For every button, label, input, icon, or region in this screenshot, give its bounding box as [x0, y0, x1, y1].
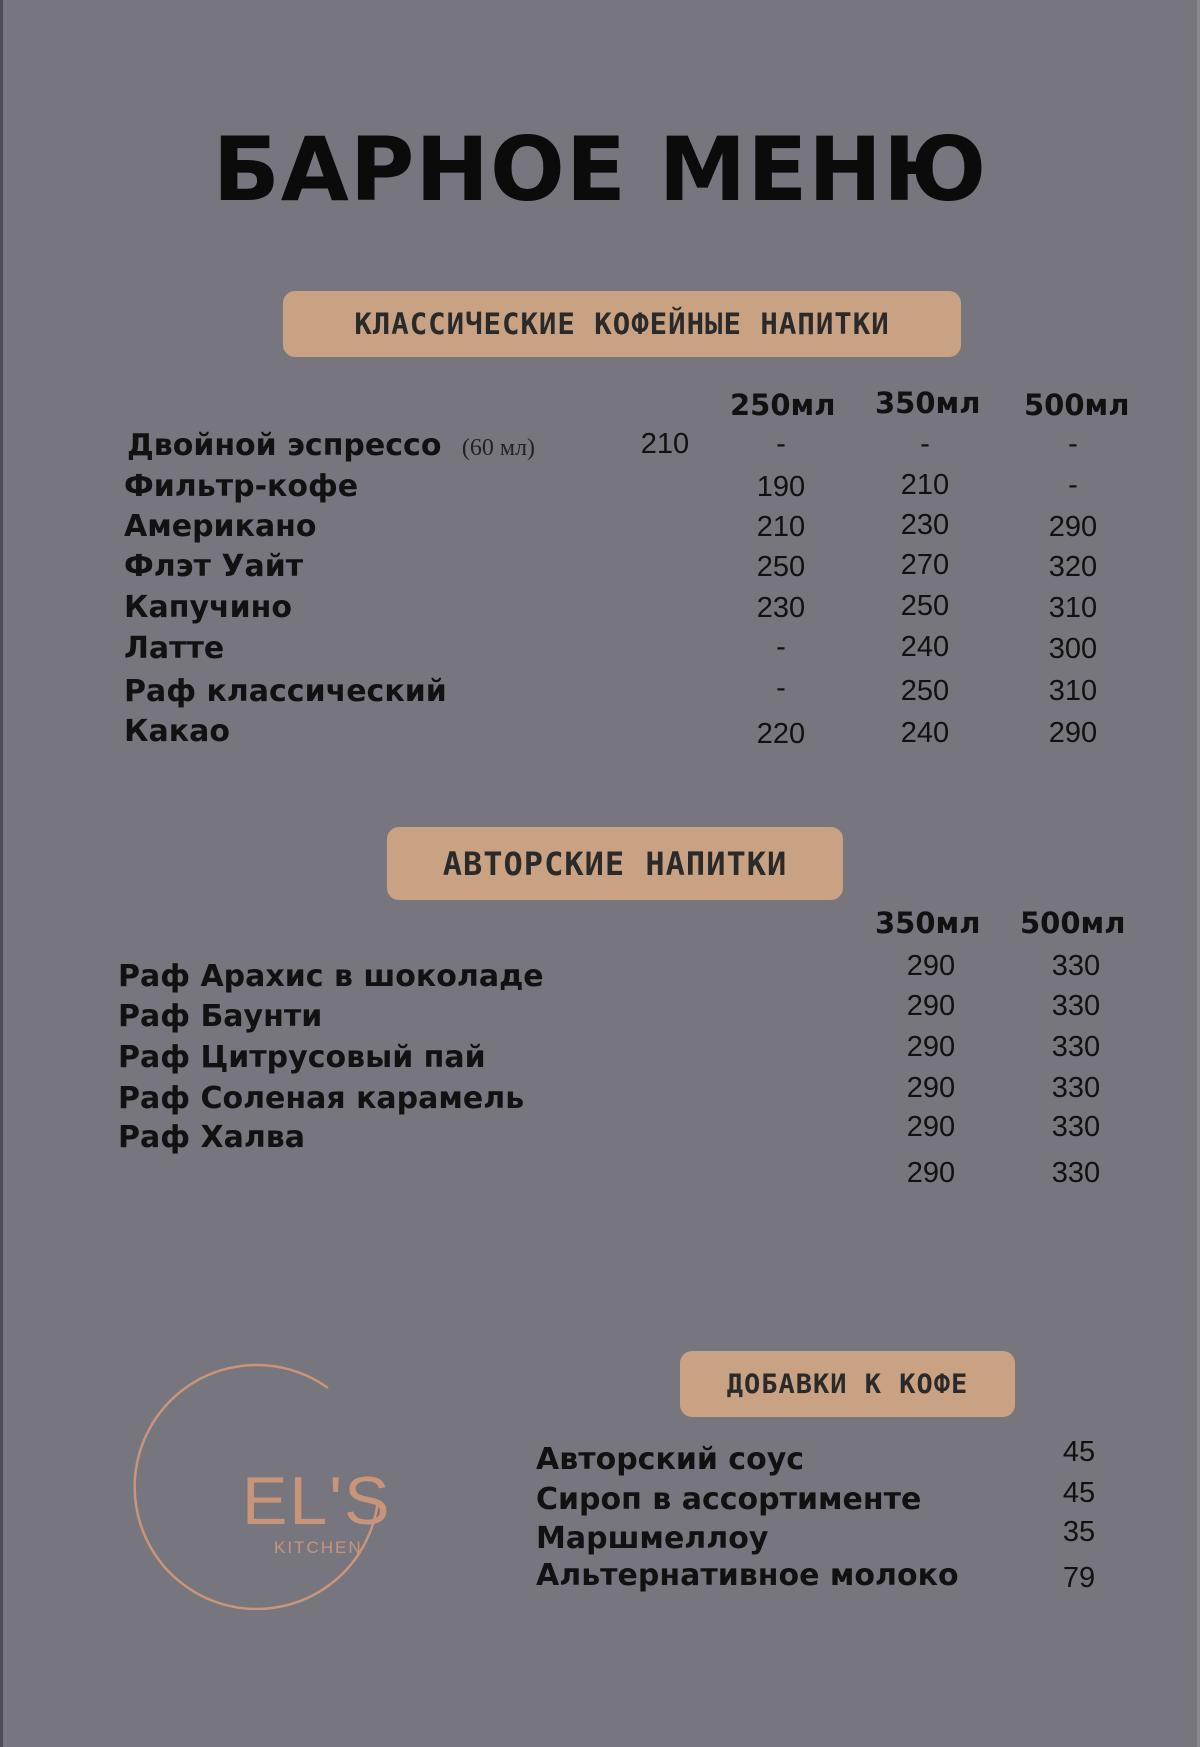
list-item: Сироп в ассортименте [536, 1482, 922, 1517]
price-500: 330 [1051, 950, 1101, 982]
signature-section-badge [387, 827, 843, 900]
classic-size-250: 250мл [730, 388, 836, 422]
price-500: 310 [1048, 592, 1098, 624]
price-500: 320 [1048, 551, 1098, 583]
price-250: - [776, 428, 786, 460]
price-500: - [1068, 469, 1078, 501]
addons-section-heading: ДОБАВКИ К КОФЕ [726, 1368, 969, 1400]
item-name: Латте [124, 631, 225, 666]
price-350: 290 [906, 1031, 956, 1063]
price-500: 290 [1048, 511, 1098, 543]
price-250: 210 [756, 511, 806, 543]
els-kitchen-logo [128, 1350, 392, 1610]
item-price: 45 [1062, 1436, 1096, 1468]
price-250: 250 [756, 551, 806, 583]
price-500: 330 [1051, 1111, 1101, 1143]
logo-main-text: EL'S [242, 1463, 392, 1539]
price-350: - [920, 428, 930, 460]
price-250: - [776, 672, 786, 704]
price-350: 250 [900, 590, 950, 622]
price-350: 270 [900, 549, 950, 581]
price-500: 330 [1051, 1072, 1101, 1104]
price-350: 290 [906, 950, 956, 982]
price-350: 290 [906, 1111, 956, 1143]
price-500: - [1068, 428, 1078, 460]
signature-section-heading: АВТОРСКИЕ НАПИТКИ [442, 844, 788, 883]
price-500: 290 [1048, 717, 1098, 749]
item-name: Двойной эспрессо [127, 428, 442, 463]
list-item: Раф Халва [118, 1120, 306, 1155]
list-item: Раф Арахис в шоколаде [118, 959, 544, 994]
price-250: 230 [756, 592, 806, 624]
item-price: 79 [1062, 1562, 1096, 1594]
item-name: Капучино [124, 590, 293, 625]
item-name: Фильтр-кофе [124, 469, 359, 504]
item-name: Американо [124, 509, 317, 544]
item-name: Раф классический [124, 674, 447, 709]
price-350: 290 [906, 1072, 956, 1104]
item-name: Какао [124, 714, 230, 749]
price-350: 210 [900, 469, 950, 501]
list-item: Альтернативное молоко [536, 1558, 959, 1593]
price-350: 240 [900, 631, 950, 663]
price-250: - [776, 631, 786, 663]
price-350: 250 [900, 675, 950, 707]
classic-section-heading: КЛАССИЧЕСКИЕ КОФЕЙНЫЕ НАПИТКИ [354, 307, 890, 341]
item-price: 45 [1062, 1477, 1096, 1509]
menu-title: БАРНОЕ МЕНЮ [212, 118, 988, 221]
price-250: 190 [756, 471, 806, 503]
list-item: Авторский соус [536, 1442, 805, 1477]
price-350: 230 [900, 509, 950, 541]
price-350: 240 [900, 717, 950, 749]
logo-sub-text: KITCHEN [274, 1538, 363, 1557]
item-volume-note: (60 мл) [461, 435, 536, 461]
classic-size-500: 500мл [1024, 388, 1130, 422]
price-350: 290 [906, 1157, 956, 1189]
item-name: Флэт Уайт [124, 549, 304, 584]
item-single-price: 210 [640, 428, 690, 460]
price-250: 220 [756, 718, 806, 750]
classic-section-badge [283, 291, 961, 357]
list-item: Раф Соленая карамель [118, 1081, 525, 1116]
list-item: Маршмеллоу [536, 1521, 769, 1556]
item-price: 35 [1062, 1516, 1096, 1548]
price-500: 300 [1048, 633, 1098, 665]
price-500: 330 [1051, 1031, 1101, 1063]
price-500: 310 [1048, 675, 1098, 707]
addons-section-badge [680, 1351, 1015, 1417]
price-500: 330 [1051, 990, 1101, 1022]
price-350: 290 [906, 990, 956, 1022]
list-item: Раф Цитрусовый пай [118, 1040, 486, 1075]
signature-size-350: 350мл [875, 906, 981, 940]
list-item: Раф Баунти [118, 999, 323, 1034]
price-500: 330 [1051, 1157, 1101, 1189]
left-frame-edge [0, 0, 3, 1747]
signature-size-500: 500мл [1020, 906, 1126, 940]
classic-size-350: 350мл [875, 386, 981, 420]
